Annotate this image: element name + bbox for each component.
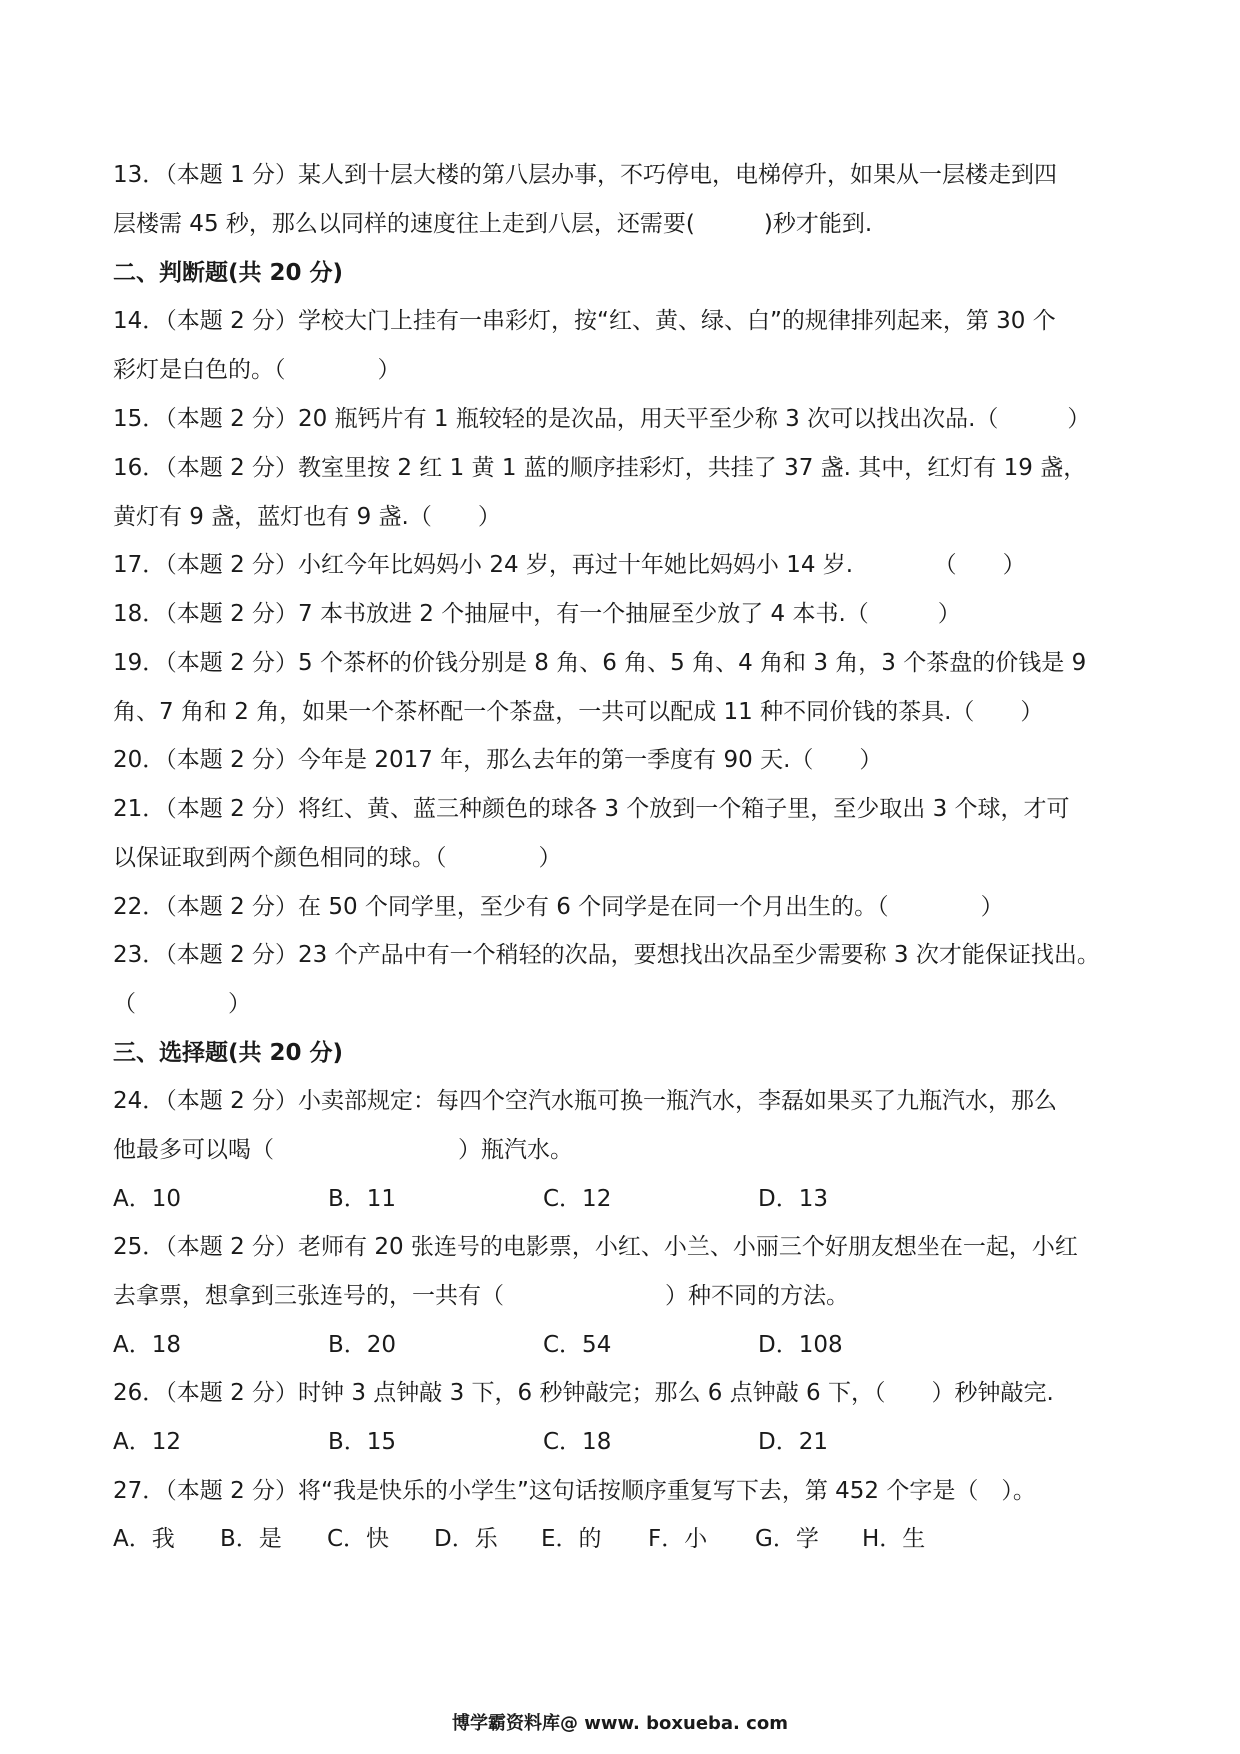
question-25-option-a: A．18 bbox=[113, 1332, 182, 1358]
question-15-line-1: 15．（本题 2 分）20 瓶钙片有 1 瓶较轻的是次品，用天平至少称 3 次可以找出次品.（ ） bbox=[113, 406, 1091, 432]
question-27-option-b: B．是 bbox=[220, 1526, 282, 1552]
question-27-option-h: H．生 bbox=[862, 1526, 926, 1552]
question-18-line-1: 18．（本题 2 分）7 本书放进 2 个抽屉中，有一个抽屉至少放了 4 本书.（ ） bbox=[113, 601, 961, 627]
question-27-option-f: F．小 bbox=[648, 1526, 708, 1552]
question-25-line-1: 25．（本题 2 分）老师有 20 张连号的电影票，小红、小兰、小丽三个好朋友想坐在一起，小红 bbox=[113, 1234, 1078, 1260]
question-27-option-d: D．乐 bbox=[434, 1526, 498, 1552]
question-27-option-a: A．我 bbox=[113, 1526, 175, 1552]
section-3-title: 三、选择题(共 20 分) bbox=[113, 1040, 344, 1066]
question-27-line-1: 27．（本题 2 分）将“我是快乐的小学生”这句话按顺序重复写下去，第 452 个字是（ ）。 bbox=[113, 1478, 1036, 1504]
question-24-option-b: B．11 bbox=[328, 1186, 397, 1212]
section-2-title: 二、判断题(共 20 分) bbox=[113, 260, 344, 286]
question-19-line-1: 19．（本题 2 分）5 个茶杯的价钱分别是 8 角、6 角、5 角、4 角和 3 角，3 个茶盘的价钱是 9 bbox=[113, 650, 1087, 676]
question-25-line-2: 去拿票，想拿到三张连号的，一共有（ ）种不同的方法。 bbox=[113, 1283, 849, 1309]
question-26-option-a: A．12 bbox=[113, 1429, 182, 1455]
question-25-option-b: B．20 bbox=[328, 1332, 397, 1358]
question-26-option-d: D．21 bbox=[758, 1429, 828, 1455]
question-26-option-c: C．18 bbox=[543, 1429, 612, 1455]
footer-watermark: 博学霸资料库@ www. boxueba. com bbox=[452, 1713, 788, 1734]
question-25-option-c: C．54 bbox=[543, 1332, 612, 1358]
question-14-line-2: 彩灯是白色的。（ ） bbox=[113, 357, 401, 383]
question-25-option-d: D．108 bbox=[758, 1332, 843, 1358]
question-23-line-1: 23．（本题 2 分）23 个产品中有一个稍轻的次品，要想找出次品至少需要称 3 次才能保证找出。 bbox=[113, 942, 1100, 968]
question-16-line-1: 16．（本题 2 分）教室里按 2 红 1 黄 1 蓝的顺序挂彩灯，共挂了 37 盏. 其中，红灯有 19 盏， bbox=[113, 455, 1087, 481]
question-13-line-1: 13．（本题 1 分）某人到十层大楼的第八层办事，不巧停电，电梯停升，如果从一层楼走到四 bbox=[113, 162, 1058, 188]
question-14-line-1: 14．（本题 2 分）学校大门上挂有一串彩灯，按“红、黄、绿、白”的规律排列起来，第 30 个 bbox=[113, 308, 1056, 334]
question-26-option-b: B．15 bbox=[328, 1429, 397, 1455]
question-16-line-2: 黄灯有 9 盏，蓝灯也有 9 盏.（ ） bbox=[113, 504, 501, 530]
question-23-line-2: （ ） bbox=[113, 991, 251, 1017]
question-24-option-c: C．12 bbox=[543, 1186, 612, 1212]
question-27-option-c: C．快 bbox=[327, 1526, 390, 1552]
question-21-line-1: 21．（本题 2 分）将红、黄、蓝三种颜色的球各 3 个放到一个箱子里，至少取出 3 个球，才可 bbox=[113, 796, 1070, 822]
question-24-option-d: D．13 bbox=[758, 1186, 828, 1212]
question-26-line-1: 26．（本题 2 分）时钟 3 点钟敲 3 下，6 秒钟敲完；那么 6 点钟敲 6 下，（ ）秒钟敲完. bbox=[113, 1380, 1054, 1406]
question-24-line-1: 24．（本题 2 分）小卖部规定：每四个空汽水瓶可换一瓶汽水，李磊如果买了九瓶汽水，那么 bbox=[113, 1088, 1058, 1114]
question-24-line-2: 他最多可以喝（ ）瓶汽水。 bbox=[113, 1137, 573, 1163]
question-27-option-e: E．的 bbox=[541, 1526, 602, 1552]
question-19-line-2: 角、7 角和 2 角，如果一个茶杯配一个茶盘，一共可以配成 11 种不同价钱的茶具.（ ） bbox=[113, 699, 1044, 725]
question-27-option-g: G．学 bbox=[755, 1526, 819, 1552]
question-17-line-1: 17．（本题 2 分）小红今年比妈妈小 24 岁，再过十年她比妈妈小 14 岁. （ ） bbox=[113, 552, 1026, 578]
question-24-option-a: A．10 bbox=[113, 1186, 182, 1212]
question-22-line-1: 22．（本题 2 分）在 50 个同学里，至少有 6 个同学是在同一个月出生的。（ ） bbox=[113, 894, 1004, 920]
question-13-line-2: 层楼需 45 秒，那么以同样的速度往上走到八层，还需要( )秒才能到. bbox=[113, 211, 873, 237]
question-21-line-2: 以保证取到两个颜色相同的球。（ ） bbox=[113, 845, 562, 871]
question-20-line-1: 20．（本题 2 分）今年是 2017 年，那么去年的第一季度有 90 天.（ ） bbox=[113, 747, 883, 773]
